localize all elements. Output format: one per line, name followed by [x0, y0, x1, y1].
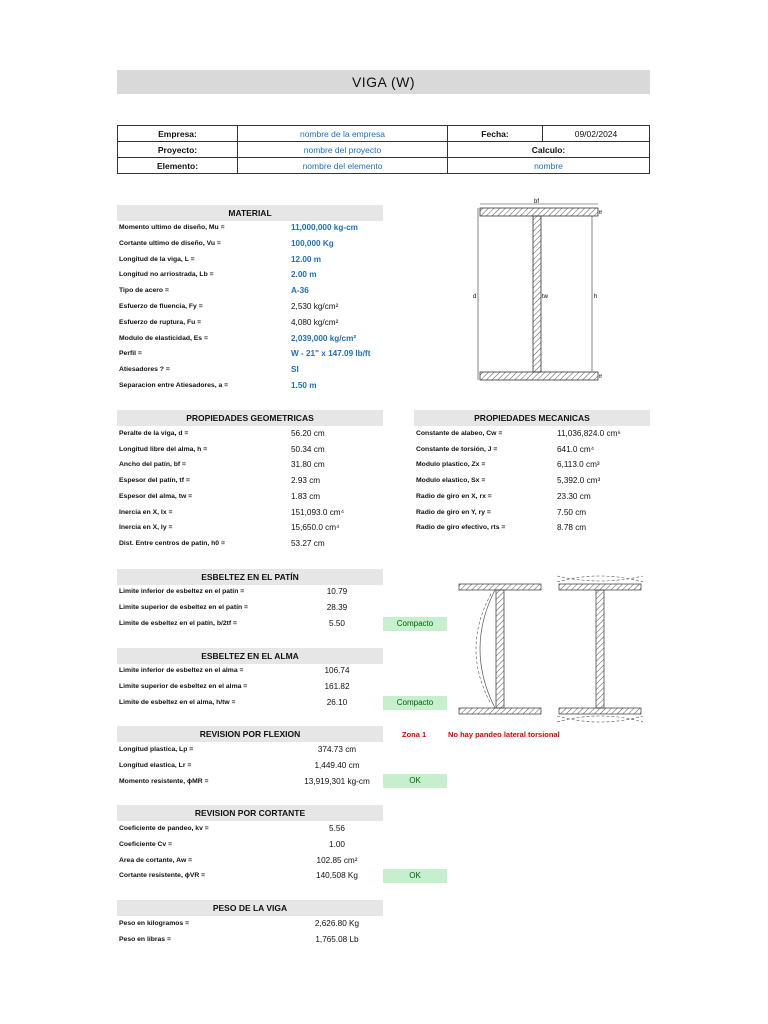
material-row-value[interactable]: A-36 — [291, 286, 309, 296]
mech-row-label: Constante de torsión, J = — [416, 445, 498, 453]
peso-heading: PESO DE LA VIGA — [117, 900, 383, 916]
geom-row-value: 1.83 cm — [291, 491, 321, 501]
flange-buckling-figure — [455, 578, 545, 720]
esb-patin-row-value: 28.39 — [326, 602, 348, 612]
esb-patin-row-label: Limite superior de esbeltez en el patín = — [119, 603, 248, 611]
web-buckling-figure — [555, 572, 645, 726]
esb-alma-heading: ESBELTEZ EN EL ALMA — [117, 648, 383, 664]
elemento-value[interactable]: nombre del elemento — [238, 158, 448, 174]
esb-patin-row-value: 5.50 — [329, 618, 345, 628]
tw-label: tw — [542, 294, 548, 300]
material-row-value: 4,080 kg/cm² — [291, 317, 339, 327]
flexion-row-label: Momento resistente, ɸMR = — [119, 777, 209, 785]
esb-patin-row-label: Limite inferior de esbeltez en el patín = — [119, 588, 245, 595]
material-row-label: Perfil = — [119, 350, 142, 358]
h-label: h — [594, 294, 598, 300]
geom-row-value: 56.20 cm — [291, 429, 325, 438]
flexion-row-value: 1,449.40 cm — [314, 760, 360, 770]
mech-row-value: 5,392.0 cm³ — [557, 476, 601, 486]
material-row-value[interactable]: SI — [291, 365, 299, 375]
empresa-value[interactable]: nombre de la empresa — [238, 126, 448, 142]
esb-alma-status: Compacto — [383, 696, 447, 710]
beam-section-figure — [470, 198, 610, 388]
material-row-label: Momento ultimo de diseño, Mu = — [119, 224, 225, 231]
flexion-status: OK — [383, 774, 447, 788]
calculo-value[interactable]: nombre — [448, 158, 650, 174]
material-row-label: Separacion entre Atiesadores, a = — [119, 382, 229, 389]
esb-patin-row-value: 10.79 — [326, 587, 348, 596]
flexion-zona: Zona 1 — [402, 730, 427, 739]
cortante-row-value: 140,508 Kg — [316, 871, 358, 881]
empresa-label: Empresa: — [118, 126, 238, 142]
geom-row-label: Inercia en X, Iy = — [119, 524, 173, 532]
material-heading: MATERIAL — [117, 205, 383, 221]
material-row-value[interactable]: 12.00 m — [291, 254, 322, 264]
esb-alma-row-label: Limite de esbeltez en el alma, h/tw = — [119, 698, 236, 706]
bf-label: bf — [534, 199, 540, 205]
esb-alma-row-label: Limite inferior de esbeltez en el alma = — [119, 667, 244, 674]
mech-row-value: 641.0 cm⁴ — [557, 444, 595, 454]
flexion-row-label: Longitud elastica, Lr = — [119, 761, 192, 769]
tf-label-bottom: tf — [599, 374, 602, 380]
material-row-value[interactable]: 11,000,000 kg-cm — [291, 223, 358, 232]
material-row-label: Longitud de la viga, L = — [119, 255, 195, 263]
geom-row-label: Inercia en X, Ix = — [119, 508, 173, 516]
d-label: d — [473, 294, 477, 300]
material-row-label: Tipo de acero = — [119, 287, 169, 295]
material-row-value[interactable]: W - 21" x 147.09 lb/ft — [291, 349, 371, 359]
mech-row-label: Constante de alabeo, Cw = — [416, 430, 503, 437]
geom-row-label: Dist. Entre centros de patín, h0 = — [119, 539, 225, 547]
esb-alma-row-value: 26.10 — [326, 697, 348, 707]
tf-label: tf — [599, 210, 602, 216]
material-row-label: Esfuerzo de ruptura, Fu = — [119, 318, 202, 326]
mech-row-value: 6,113.0 cm³ — [557, 460, 600, 470]
mech-row-label: Modulo plastico, Zx = — [416, 461, 486, 469]
material-row-value[interactable]: 1.50 m — [291, 381, 317, 390]
geom-row-value: 50.34 cm — [291, 444, 325, 454]
esb-patin-status: Compacto — [383, 617, 447, 631]
flexion-row-label: Longitud plastica, Lp = — [119, 746, 194, 753]
material-row-label: Longitud no arriostrada, Lb = — [119, 271, 214, 279]
esb-alma-row-label: Limite superior de esbeltez en el alma = — [119, 682, 248, 690]
mech-row-label: Radio de giro en Y, ry = — [416, 508, 491, 516]
material-row-value[interactable]: 100,000 Kg — [291, 238, 334, 248]
material-row-label: Cortante ultimo de diseño, Vu = — [119, 239, 221, 247]
material-row-value[interactable]: 2.00 m — [291, 270, 317, 280]
peso-row-label: Peso en kilogramos = — [119, 920, 190, 927]
mech-heading: PROPIEDADES MECANICAS — [414, 410, 650, 426]
elemento-label: Elemento: — [118, 158, 238, 174]
geom-row-label: Peralte de la viga, d = — [119, 430, 189, 437]
header-table — [117, 125, 650, 174]
cortante-row-label: Coeficiente Cv = — [119, 840, 173, 848]
geom-row-label: Longitud libre del alma, h = — [119, 445, 208, 453]
geom-row-label: Espesor del alma, tw = — [119, 492, 193, 500]
flexion-row-value: 374.73 cm — [317, 745, 357, 754]
material-row-value: 2,530 kg/cm² — [291, 302, 339, 311]
cortante-row-label: Cortante resistente, ɸVR = — [119, 872, 206, 880]
cortante-row-value: 102.85 cm² — [316, 855, 358, 865]
mech-row-label: Radio de giro efectivo, rts = — [416, 524, 506, 532]
flexion-row-value: 13,919,301 kg-cm — [304, 776, 370, 786]
material-row-label: Atiesadores ? = — [119, 366, 170, 374]
cortante-heading: REVISION POR CORTANTE — [117, 805, 383, 821]
peso-row-label: Peso en libras = — [119, 935, 171, 943]
mech-row-value: 7.50 cm — [557, 507, 587, 517]
proyecto-label: Proyecto: — [118, 142, 238, 158]
cortante-row-label: Coeficiente de pandeo, kv = — [119, 825, 209, 832]
calculo-label: Calculo: — [448, 142, 650, 158]
geom-row-value: 53.27 cm — [291, 538, 325, 548]
mech-row-value: 11,036,824.0 cm⁶ — [557, 429, 621, 438]
esb-patin-heading: ESBELTEZ EN EL PATÍN — [117, 569, 383, 585]
flexion-nota: No hay pandeo lateral torsional — [448, 730, 560, 739]
geom-row-label: Espesor del patín, tf = — [119, 477, 190, 485]
peso-row-value: 1,765.08 Lb — [315, 934, 359, 944]
cortante-row-value: 5.56 — [329, 824, 345, 833]
mech-row-label: Modulo elastico, Sx = — [416, 477, 486, 485]
esb-alma-row-value: 106.74 — [324, 666, 350, 675]
material-row-value[interactable]: 2,039,000 kg/cm² — [291, 333, 357, 343]
material-row-label: Esfuerzo de fluencia, Fy = — [119, 303, 203, 310]
material-row-label: Modulo de elasticidad, Es = — [119, 334, 208, 342]
fecha-label: Fecha: — [448, 126, 543, 142]
geom-row-value: 2.93 cm — [291, 476, 321, 486]
cortante-row-value: 1.00 — [329, 839, 345, 849]
esb-patin-row-label: Limite de esbeltez en el patín, b/2tf = — [119, 619, 238, 627]
geom-row-value: 15,650.0 cm⁴ — [291, 523, 340, 533]
cortante-status: OK — [383, 869, 447, 883]
cortante-row-label: Area de cortante, Aw = — [119, 856, 193, 864]
geom-row-label: Ancho del patín, bf = — [119, 461, 187, 469]
mech-row-value: 8.78 cm — [557, 523, 587, 533]
geom-heading: PROPIEDADES GEOMETRICAS — [117, 410, 383, 426]
geom-row-value: 151,093.0 cm⁴ — [291, 507, 345, 517]
page-title: VIGA (W) — [117, 70, 650, 94]
peso-row-value: 2,626.80 Kg — [314, 919, 360, 928]
fecha-value[interactable]: 09/02/2024 — [543, 126, 650, 142]
geom-row-value: 31.80 cm — [291, 460, 325, 470]
esb-alma-row-value: 161.82 — [324, 681, 350, 691]
mech-row-label: Radio de giro en X, rx = — [416, 492, 492, 500]
mech-row-value: 23.30 cm — [557, 491, 591, 501]
proyecto-value[interactable]: nombre del proyecto — [238, 142, 448, 158]
flexion-heading: REVISION POR FLEXION — [117, 726, 383, 742]
